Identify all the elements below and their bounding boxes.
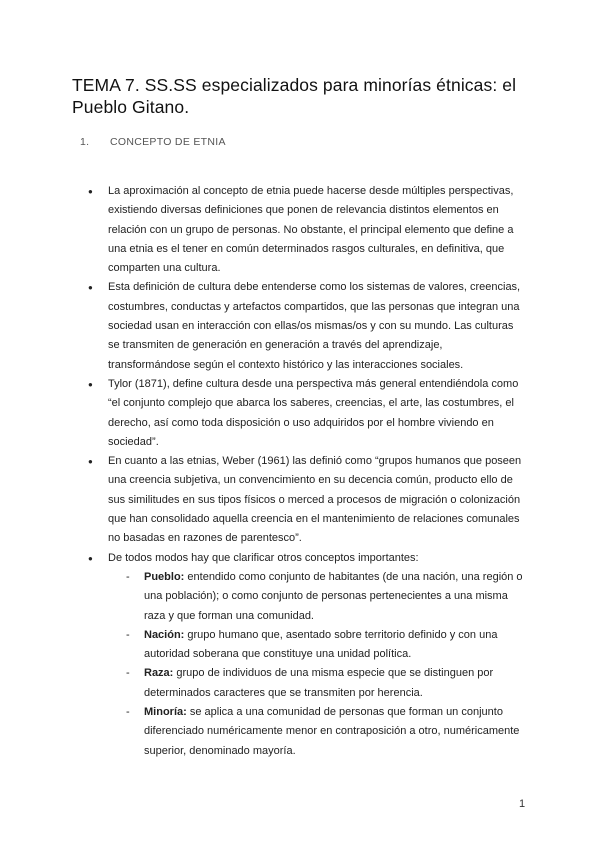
document-title: TEMA 7. SS.SS especializados para minorías étnicas: el Pueblo Gitano. [72, 75, 517, 117]
concept-term: Pueblo: [144, 570, 185, 583]
concept-item-nacion [108, 626, 528, 665]
concept-item-minoria [108, 703, 528, 761]
bullet-item: ● La aproximación al concepto de etnia puede hacerse desde múltiples perspectivas, existiendo diversas definiciones que ponen de relevancia distintos elementos en relación con un grupo de personas. No obstante, el principal elemento que define a una etnia es el tener en común determinados rasgos culturales, en definitiva, que comparten una cultura. [88, 182, 528, 278]
bullet-list [88, 182, 528, 761]
bullet-item [88, 549, 528, 761]
concept-list [108, 568, 528, 761]
concept-definition: grupo de individuos de una misma especie que se distinguen por determinados caracteres que se transmiten por herencia. [144, 667, 494, 699]
concept-term: Nación: [144, 628, 185, 641]
concept-definition: grupo humano que, asentado sobre territorio definido y con una autoridad soberana que constituye una unidad política. [144, 628, 498, 661]
bullet-text: De todos modos hay que clarificar otros conceptos importantes: [108, 551, 419, 564]
bullet-item: ● Tylor (1871), define cultura desde una perspectiva más general entendiéndola como “el conjunto complejo que abarca los saberes, creencias, el arte, las costumbres, el derecho, así como toda disposición o uso adquiridos por el hombre viviendo en sociedad”. [88, 375, 528, 452]
section-heading [80, 136, 226, 148]
bullet-item: ● En cuanto a las etnias, Weber (1961) las definió como “grupos humanos que poseen una creencia subjetiva, un convencimiento en su decencia común, producto ello de sus similitudes en sus tipos físicos o merced a procesos de migración o colonización que han consolidado aquella creencia en el mantenimiento de relaciones comunales no basadas en razones de parentesco”. [88, 452, 528, 548]
concept-item-raza [108, 664, 528, 703]
bullet-item: ● Esta definición de cultura debe entenderse como los sistemas de valores, creencias, costumbres, conductas y artefactos compartidos, que las personas que integran una sociedad usan en interacción con ellas/os mismas/os y con su mundo. Las culturas se transmiten de generación en generación a través del aprendizaje, transformándose según el contexto histórico y las interacciones sociales. [88, 278, 528, 374]
concept-item-pueblo [108, 568, 528, 626]
page-number: 1 [519, 798, 526, 810]
concept-definition: se aplica a una comunidad de personas que forman un conjunto diferenciado numéricamente menor en contraposición a otro, numéricamente superior, denominado mayoría. [144, 706, 520, 757]
section-number: 1. [80, 136, 90, 148]
concept-definition: entendido como conjunto de habitantes (de una nación, una región o una población); o como conjunto de personas pertenecientes a una misma raza y que forman una comunidad. [144, 570, 523, 622]
concept-term: Raza: [144, 667, 174, 680]
section-title: CONCEPTO DE ETNIA [110, 136, 226, 148]
concept-term: Minoría: [144, 706, 187, 719]
